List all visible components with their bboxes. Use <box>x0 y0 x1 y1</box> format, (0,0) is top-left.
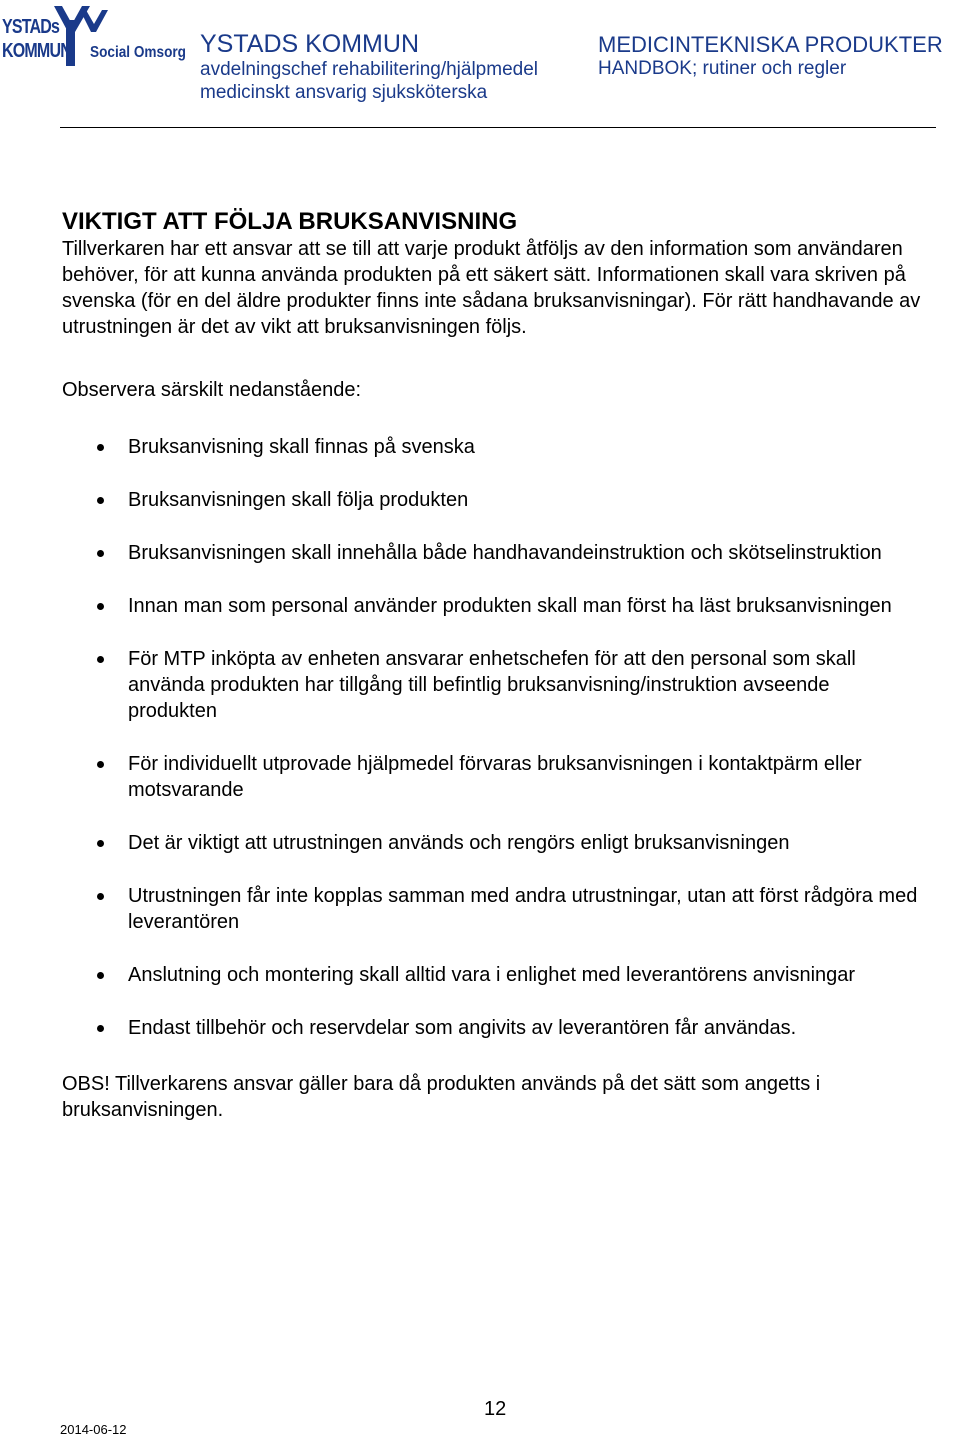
observe-label: Observera särskilt nedanstående: <box>62 379 362 401</box>
list-item <box>62 593 922 619</box>
list-item <box>62 1015 922 1041</box>
logo-dept-text: Social Omsorg <box>90 44 186 61</box>
list-item-text: Utrustningen får inte kopplas samman med andra utrustningar, utan att först rådgöra med leverantören <box>128 885 918 933</box>
list-item-text: Bruksanvisning skall finnas på svenska <box>128 436 475 458</box>
bullet-icon <box>97 497 104 504</box>
doc-subtitle: HANDBOK; rutiner och regler <box>598 58 847 79</box>
list-item-text: Innan man som personal använder produkten skall man först ha läst bruksanvisningen <box>128 595 892 617</box>
main-content <box>62 208 922 1123</box>
list-item <box>62 540 922 566</box>
ystad-logo <box>2 2 186 70</box>
list-item <box>62 830 922 856</box>
list-item <box>62 487 922 513</box>
list-item-text: Bruksanvisningen skall innehålla både handhavandeinstruktion och skötselinstruktion <box>128 542 882 564</box>
bullet-icon <box>97 972 104 979</box>
list-item-text: Anslutning och montering skall alltid vara i enlighet med leverantörens anvisningar <box>128 964 856 986</box>
list-item <box>62 883 922 935</box>
list-item <box>62 434 922 460</box>
list-item <box>62 646 922 724</box>
header-doc-block <box>598 33 943 80</box>
bullet-icon <box>97 1025 104 1032</box>
org-sub-1: avdelningschef rehabilitering/hjälpmedel <box>200 59 538 80</box>
section-heading: VIKTIGT ATT FÖLJA BRUKSANVISNING <box>62 208 518 235</box>
doc-title: MEDICINTEKNISKA PRODUKTER <box>598 32 943 57</box>
list-item-text: För individuellt utprovade hjälpmedel förvaras bruksanvisningen i kontaktpärm eller motsvarande <box>128 753 862 801</box>
header-org-block <box>200 30 538 104</box>
bullet-icon <box>97 444 104 451</box>
page-number: 12 <box>484 1398 507 1420</box>
bullet-icon <box>97 550 104 557</box>
list-item-text: Bruksanvisningen skall följa produkten <box>128 489 469 511</box>
intro-paragraph: Tillverkaren har ett ansvar att se till att varje produkt åtföljs av den information som användaren behöver, för att kunna använda produkten på ett säkert sätt. Informationen skall vara skriven på svenska (för en del äldre produkter finns inte sådana bruksanvisningar). För rätt handhavande av utrustningen är det av vikt att bruksanvisningen följs. <box>62 238 921 338</box>
list-item-text: För MTP inköpta av enheten ansvarar enhetschefen för att den personal som skall använda produkten har tillgång till befintlig bruksanvisning/instruktion avseende produkten <box>128 648 856 722</box>
list-item <box>62 962 922 988</box>
bullet-icon <box>97 656 104 663</box>
list-item <box>62 751 922 803</box>
bullet-list <box>62 434 922 1041</box>
bullet-icon <box>97 893 104 900</box>
footer-date: 2014-06-12 <box>60 1422 127 1437</box>
list-item-text: Det är viktigt att utrustningen används och rengörs enligt bruksanvisningen <box>128 832 790 854</box>
obs-note: OBS! Tillverkarens ansvar gäller bara då produkten används på det sätt som angetts i bruksanvisningen. <box>62 1073 821 1121</box>
logo-ystads-text: YSTADs <box>2 16 60 38</box>
org-name: YSTADS KOMMUN <box>200 30 419 58</box>
org-sub-2: medicinskt ansvarig sjuksköterska <box>200 82 488 103</box>
header-divider <box>60 127 936 128</box>
bullet-icon <box>97 603 104 610</box>
bullet-icon <box>97 761 104 768</box>
bullet-icon <box>97 840 104 847</box>
logo-kommun-text: KOMMUN <box>2 40 71 62</box>
list-item-text: Endast tillbehör och reservdelar som angivits av leverantören får användas. <box>128 1017 797 1039</box>
